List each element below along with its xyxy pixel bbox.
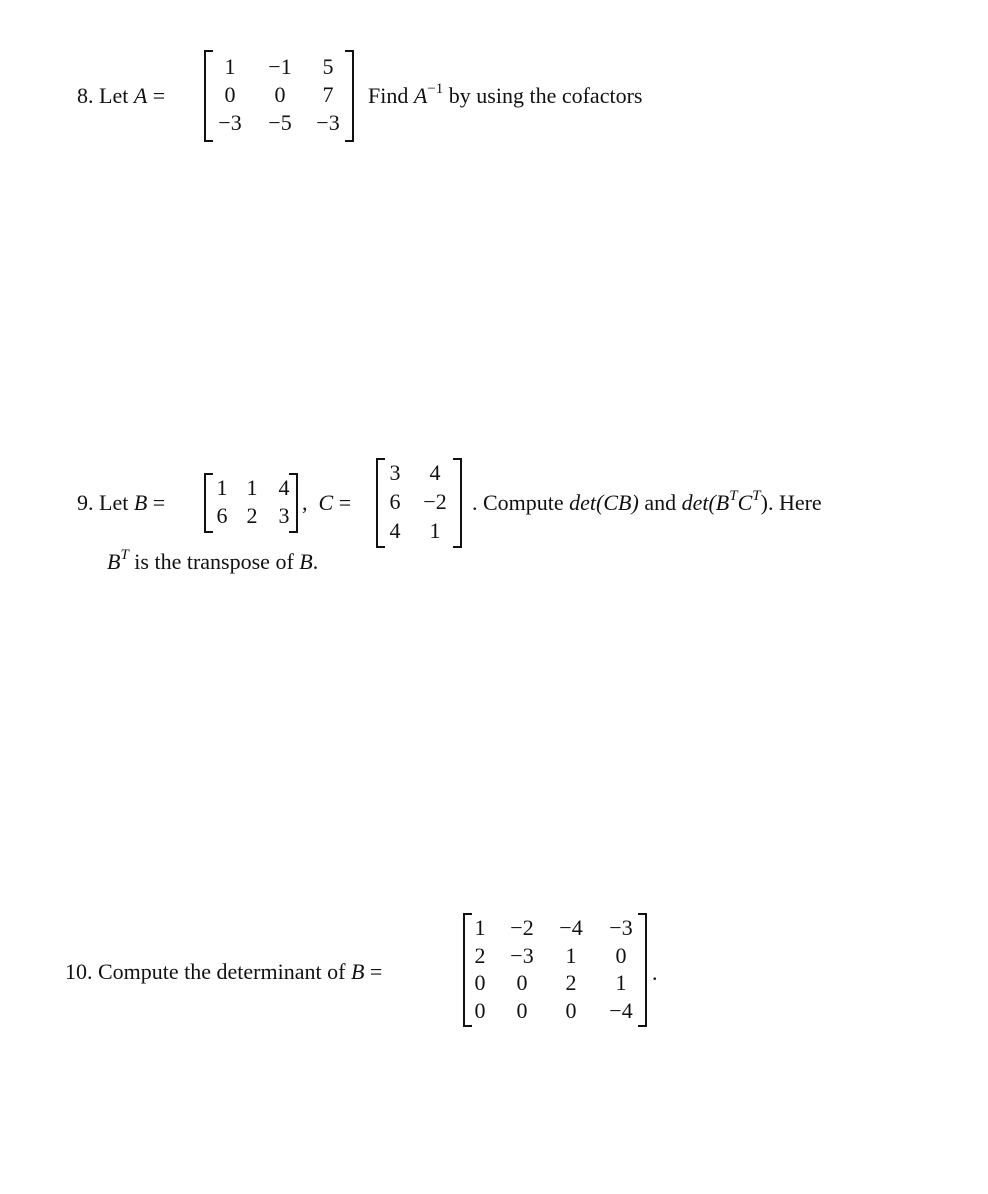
m10-cell-r4-c3: 0	[565, 998, 577, 1023]
problem-10-label: 10. Compute the determinant of	[65, 959, 346, 984]
m10-cell-r1-c4: −3	[609, 915, 633, 940]
matrix-b	[204, 473, 298, 533]
problem-9-lead	[77, 492, 165, 514]
problem-8-var-a: A	[133, 83, 148, 108]
problem-10-equals: =	[369, 959, 383, 984]
problem-9-line2-end: .	[312, 549, 319, 574]
problem-9-label: 9. Let	[77, 490, 129, 515]
m8-cell-r1-c3: 5	[322, 54, 334, 79]
m10-cell-r3-c3: 2	[565, 970, 577, 995]
problem-10-lead	[65, 961, 382, 983]
problem-9-line2	[107, 546, 319, 574]
problem-9-line2-var2: B	[299, 549, 313, 574]
problem-9-det2-sup-t2: T	[752, 487, 761, 504]
problem-9-and: and	[644, 490, 677, 515]
m9b-cell-r1-c3: 4	[278, 475, 290, 500]
problem-8-equals: =	[152, 83, 166, 108]
problem-9-det2-prefix: det(B	[681, 490, 730, 515]
m8-cell-r3-c3: −3	[316, 110, 340, 135]
m10-cell-r2-c3: 1	[565, 943, 577, 968]
problem-9-line2-var: B	[107, 549, 121, 574]
m10-cell-r3-c1: 0	[474, 970, 486, 995]
m10-cell-r4-c1: 0	[474, 998, 486, 1023]
m10-cell-r2-c2: −3	[510, 943, 534, 968]
m10-cell-r4-c4: −4	[609, 998, 633, 1023]
problem-9-det-cb: det(CB)	[569, 490, 639, 515]
problem-10-var-b: B	[350, 959, 365, 984]
m8-cell-r2-c2: 0	[274, 82, 286, 107]
m8-cell-r2-c3: 7	[322, 82, 334, 107]
m10-cell-r2-c4: 0	[615, 943, 627, 968]
m8-cell-r3-c2: −5	[268, 110, 292, 135]
m8-cell-r2-c1: 0	[224, 82, 236, 107]
m10-cell-r1-c3: −4	[559, 915, 583, 940]
matrix-c	[376, 458, 462, 548]
problem-9-here: Here	[778, 490, 822, 515]
problem-10-period: .	[652, 960, 658, 985]
m9c-cell-r2-c2: −2	[423, 489, 447, 514]
problem-8-cofactors-text: by using the cofactors	[448, 83, 643, 108]
problem-9-det2-sup-t1: T	[729, 487, 738, 504]
matrix-a	[204, 50, 354, 142]
m10-cell-r3-c2: 0	[516, 970, 528, 995]
m9b-cell-r2-c3: 3	[278, 503, 290, 528]
problem-8-label: 8. Let	[77, 83, 129, 108]
problem-9-line2-text: is the transpose of	[134, 549, 294, 574]
problem-8-inv-exp: −1	[427, 80, 444, 97]
problem-9-det2-suffix: ).	[760, 490, 774, 515]
problem-9-instruction	[472, 487, 822, 515]
m10-cell-r2-c1: 2	[474, 943, 486, 968]
problem-9-var-b: B	[133, 490, 148, 515]
m9b-cell-r1-c2: 1	[246, 475, 258, 500]
problem-9-equals-c: =	[338, 490, 352, 515]
m9c-cell-r1-c1: 3	[389, 460, 401, 485]
m8-cell-r1-c1: 1	[224, 54, 236, 79]
m9c-cell-r2-c1: 6	[389, 489, 401, 514]
m10-cell-r1-c2: −2	[510, 915, 534, 940]
problem-9-var-c: C	[318, 490, 334, 515]
problem-9-comma: ,	[302, 490, 308, 515]
m9b-cell-r1-c1: 1	[216, 475, 228, 500]
problem-9-equals-b: =	[152, 490, 166, 515]
problem-9-compute: . Compute	[472, 490, 564, 515]
m9c-cell-r1-c2: 4	[429, 460, 441, 485]
problem-9-c-lead	[302, 492, 351, 514]
problem-10-period-wrap	[652, 962, 658, 984]
m9b-cell-r2-c2: 2	[246, 503, 258, 528]
m8-cell-r1-c2: −1	[268, 54, 292, 79]
matrix-b-4x4	[463, 913, 647, 1027]
m10-cell-r1-c1: 1	[474, 915, 486, 940]
m10-cell-r4-c2: 0	[516, 998, 528, 1023]
problem-8-lead	[77, 85, 165, 107]
m9c-cell-r3-c1: 4	[389, 518, 401, 543]
m8-cell-r3-c1: −3	[218, 110, 242, 135]
problem-9-det2-mid: C	[737, 490, 753, 515]
m10-cell-r3-c4: 1	[615, 970, 627, 995]
problem-8-find: Find	[368, 83, 409, 108]
m9c-cell-r3-c2: 1	[429, 518, 441, 543]
problem-8-inv-var: A	[413, 83, 428, 108]
m9b-cell-r2-c1: 6	[216, 503, 228, 528]
problem-8-instruction	[368, 80, 643, 108]
problem-9-line2-sup: T	[120, 546, 129, 563]
